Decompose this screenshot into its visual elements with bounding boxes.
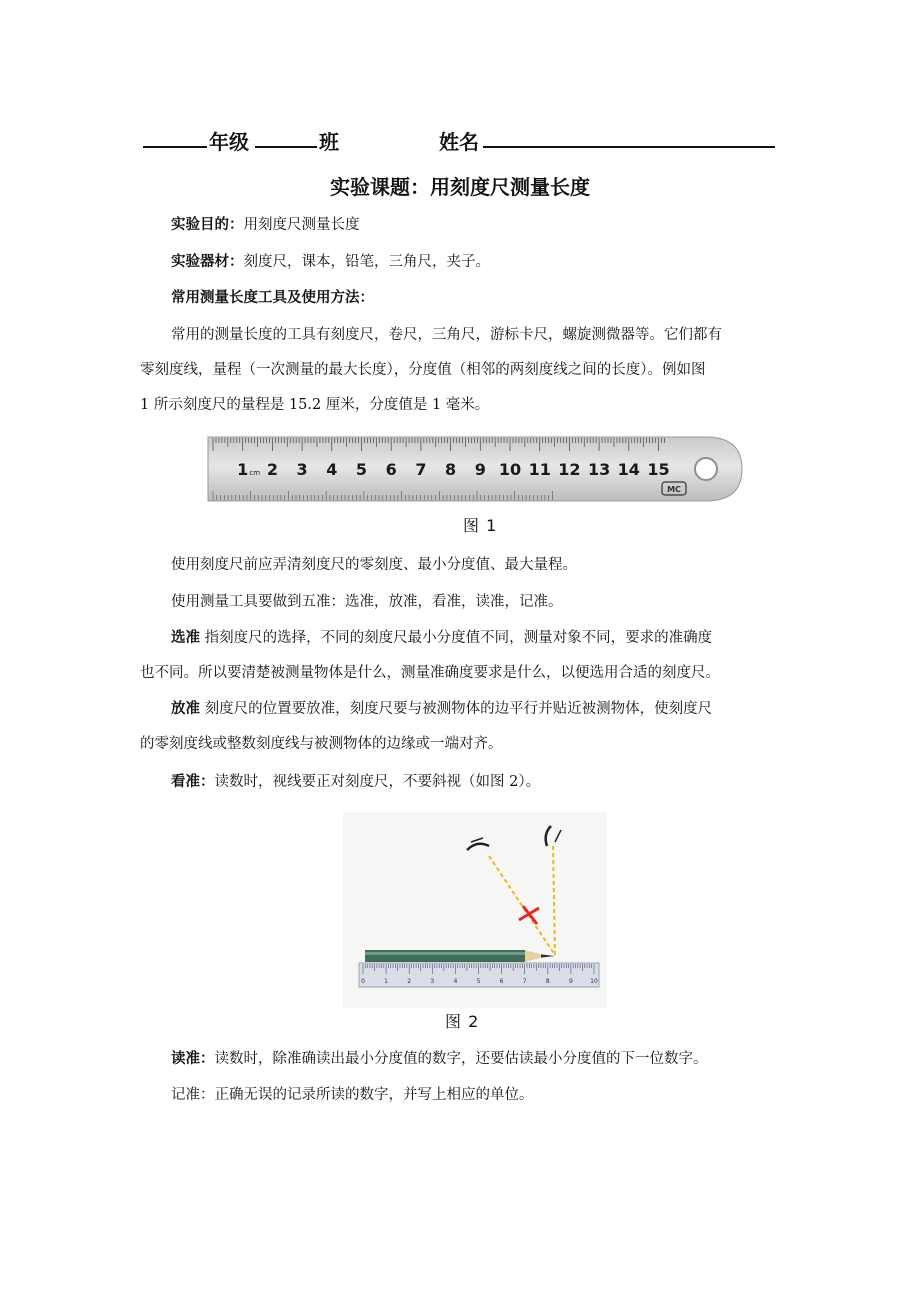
figure-2-ruler-number: 4 (453, 978, 458, 985)
ruler-number: 1 (237, 460, 249, 479)
rule-record-text: 正确无误的记录所读的数字，并写上相应的单位。 (214, 1087, 534, 1103)
figure-1-caption: 图 1 (463, 516, 498, 535)
five-rules-text: 使用测量工具要做到五准：选准，放准，看准，读准，记准。 (171, 594, 563, 610)
grade-label: 年级 (209, 130, 249, 154)
ruler-number: 6 (385, 460, 397, 479)
purpose-text: 用刻度尺测量长度 (243, 217, 360, 233)
tools-heading-text: 常用测量长度工具及使用方法： (171, 290, 374, 306)
tools-heading (140, 281, 790, 316)
rule-look-text: 读数时，视线要正对刻度尺，不要斜视（如图 2）。 (214, 774, 541, 790)
ruler-hang-hole (695, 458, 717, 480)
rule-record-label: 记准： (171, 1087, 215, 1103)
rule-look-label: 看准： (171, 774, 215, 790)
figure-2-ruler-number: 3 (430, 978, 435, 985)
ruler-number: 3 (296, 460, 308, 479)
ruler-number: 10 (498, 460, 522, 479)
rule-place (140, 692, 790, 762)
figure-2-ruler-number: 1 (384, 978, 389, 985)
rule-read-label: 读准： (171, 1051, 215, 1067)
grade-blank[interactable] (143, 126, 207, 148)
figure-2-ruler-number: 10 (590, 978, 598, 985)
ruler-number: 2 (266, 460, 278, 479)
intro-line-2: 零刻度线，量程（一次测量的最大长度），分度值（相邻的两刻度线之间的长度）。例如图 (140, 362, 706, 378)
ruler-number: 11 (528, 460, 551, 479)
rule-place-line-1: 刻度尺的位置要放准，刻度尺要与被测物体的边平行并贴近被测物体，使刻度尺 (204, 701, 713, 717)
rule-read-text: 读数时，除准确读出最小分度值的数字，还要估读最小分度值的下一位数字。 (214, 1051, 708, 1067)
name-label: 姓名 (439, 130, 479, 154)
class-label: 班 (319, 130, 339, 154)
ruler-number: 14 (617, 460, 640, 479)
purpose-label: 实验目的： (171, 217, 244, 233)
purpose-line (140, 208, 790, 243)
ruler-unit-label: cm (249, 469, 261, 477)
usage-note (140, 548, 790, 583)
five-rules (140, 585, 790, 620)
ruler-numbers (237, 460, 670, 479)
intro-line-3: 1 所示刻度尺的量程是 15.2 厘米，分度值是 1 毫米。 (140, 397, 490, 413)
name-blank[interactable] (483, 126, 775, 148)
rule-select (140, 621, 790, 691)
rule-place-line-2: 的零刻度线或整数刻度线与被测物体的边缘或一端对齐。 (140, 736, 503, 752)
rule-read (140, 1042, 790, 1077)
rule-record (140, 1078, 790, 1113)
figure-2-ruler-number: 0 (361, 978, 365, 985)
materials-label: 实验器材： (171, 254, 244, 270)
rule-select-line-1: 指刻度尺的选择，不同的刻度尺最小分度值不同，测量对象不同，要求的准确度 (204, 630, 713, 646)
materials-line (140, 245, 790, 280)
ruler-number: 8 (445, 460, 457, 479)
figure-2-ruler-number: 9 (568, 978, 573, 985)
usage-note-text: 使用刻度尺前应弄清刻度尺的零刻度、最小分度值、最大量程。 (171, 557, 577, 573)
figure-2-caption: 图 2 (445, 1012, 480, 1031)
figure-2-ruler-number: 7 (522, 978, 527, 985)
ruler-number: 9 (474, 460, 486, 479)
student-info-line (143, 126, 783, 156)
figure-2-ruler-number: 6 (499, 978, 504, 985)
pencil (365, 950, 555, 962)
ruler-badge: MC (667, 485, 681, 494)
ruler-number: 7 (415, 460, 427, 479)
figure-2-ruler-number: 5 (476, 978, 481, 985)
figure-2-ruler-number: 8 (545, 978, 550, 985)
ruler-number: 5 (355, 460, 368, 479)
figure-2-ruler-number: 2 (407, 978, 412, 985)
ruler-number: 13 (587, 460, 611, 479)
intro-paragraph (140, 318, 790, 423)
figure-1-ruler (206, 435, 744, 503)
page-title: 实验课题：用刻度尺测量长度 (330, 175, 590, 199)
intro-line-1: 常用的测量长度的工具有刻度尺，卷尺，三角尺，游标卡尺，螺旋测微器等。它们都有 (171, 327, 722, 343)
rule-select-line-2: 也不同。所以要清楚被测量物体是什么，测量准确度要求是什么，以便选用合适的刻度尺。 (140, 665, 720, 681)
rule-select-label: 选准 (171, 630, 200, 646)
rule-look (140, 765, 790, 800)
materials-text: 刻度尺，课本，铅笔，三角尺，夹子。 (243, 254, 490, 270)
class-blank[interactable] (255, 126, 317, 148)
rule-place-label: 放准 (171, 701, 200, 717)
figure-2-reading-diagram (343, 812, 607, 1008)
ruler-number: 4 (326, 460, 338, 479)
ruler-number: 15 (647, 460, 670, 479)
ruler-number: 12 (558, 460, 581, 479)
